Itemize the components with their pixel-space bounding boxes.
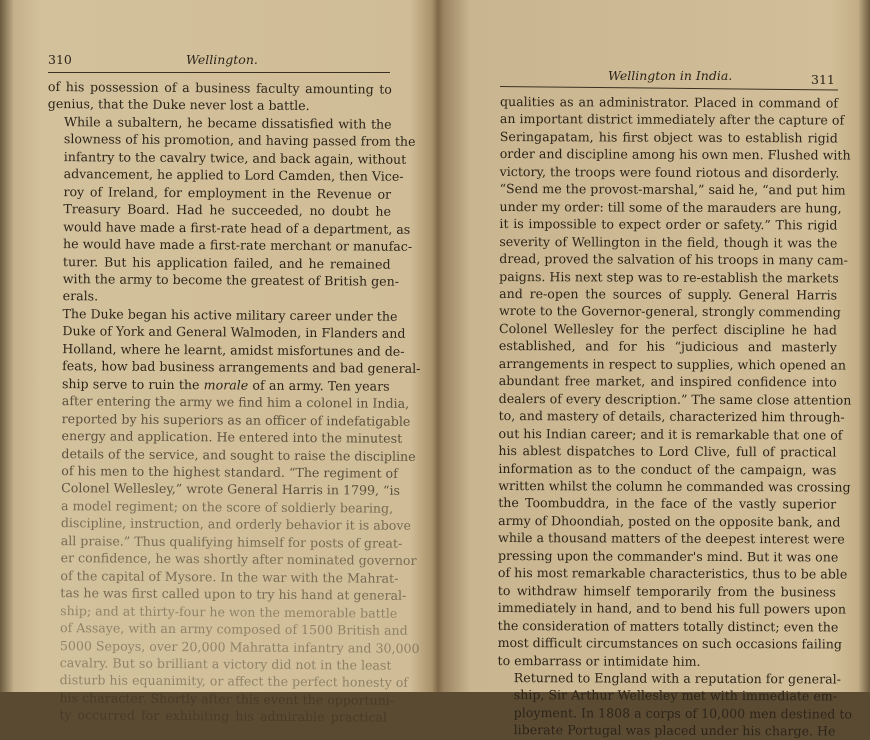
- page-number: 311: [811, 72, 835, 87]
- text-line: Seringapatam, his first object was to establish rigid: [499, 128, 838, 146]
- text-line: ployment. In 1808 a corps of 10,000 men destined to: [513, 704, 853, 722]
- header-rule: [48, 72, 390, 73]
- text-line: advancement, he applied to Lord Camden, then Vice-: [63, 166, 404, 185]
- text-line: established, and for his “judicious and masterly: [498, 338, 837, 355]
- text-line: feats, how bad business arrangements and bad general-: [62, 358, 421, 377]
- text-line: dread, proved the salvation of his troops in many cam-: [499, 251, 848, 268]
- text-line: his ablest dispatches to Lord Clive, full of practical: [498, 443, 837, 460]
- text-line: immediately in hand, and to bend his full powers upon: [497, 600, 847, 617]
- text-line: “Send me the provost-marshal,” said he, “and put him: [499, 181, 846, 198]
- right-page: [440, 0, 870, 739]
- paragraph: [497, 669, 853, 740]
- text-line: dealers of every description.” The same close attention: [498, 390, 852, 408]
- text-line: ship, Sir Arthur Wellesley met with immediate em-: [513, 687, 838, 704]
- text-line: the consideration of matters totally distinct; even the: [497, 617, 839, 635]
- text-line: energy and application. He entered into the minutest: [61, 428, 403, 446]
- left-page: [0, 0, 436, 725]
- running-title: Wellington.: [186, 52, 258, 67]
- text-line: While a subaltern, he became dissatisfied with the: [63, 114, 392, 132]
- paragraph: [43, 305, 421, 727]
- text-line: ship; and at thirty-four he won the memorable battle: [60, 602, 398, 621]
- text-line: to embarrass or intimidate him.: [497, 652, 701, 669]
- text-line: and re-open the sources of supply. General Harris: [499, 285, 838, 303]
- paragraph: [48, 78, 392, 116]
- text-line: arrangements in respect to supplies, which opened an: [498, 355, 847, 373]
- text-line: under my order: till some of the marauders are hung,: [499, 198, 842, 216]
- text-line: of his men to the highest standard. “The regiment of: [61, 463, 398, 481]
- text-line: ship serve to ruin the morale of an army. Ten years: [61, 375, 390, 394]
- text-line: slowness of his promotion, and having passed from the: [63, 131, 416, 150]
- text-line: qualities as an administrator. Placed in command of: [499, 93, 838, 111]
- text-line: pressing upon the commander's mind. But it was one: [497, 547, 839, 565]
- text-line: abundant free market, and inspired confidence into: [498, 373, 837, 390]
- text-line: an important district immediately after the capture of: [499, 111, 845, 128]
- text-line: Colonel Wellesley,” wrote General Harris in 1799, “is: [61, 480, 401, 499]
- body-text: [43, 78, 421, 726]
- text-line: roy of Ireland, for employment in the Revenue or: [63, 183, 392, 202]
- page-number: 310: [48, 52, 72, 67]
- text-line: Duke of York and General Walmoden, in Flanders and: [62, 323, 406, 342]
- text-line: would have made a first-rate head of a department, as: [63, 218, 411, 237]
- text-line: to withdraw himself temporarily from the business: [497, 582, 836, 600]
- text-line: order and discipline among his own men. Flushed with: [499, 146, 851, 163]
- header-rule: [500, 86, 838, 91]
- text-line: most difficult circumstances on such occasions failing: [497, 635, 843, 652]
- text-line: disturb his equanimity, or affect the perfect honesty of: [59, 672, 409, 691]
- text-line: while a thousand matters of the deepest interest were: [498, 530, 845, 547]
- text-line: tas he was first called upon to try his hand at general-: [60, 585, 407, 603]
- text-line: paigns. His next step was to re-establish the markets: [499, 268, 839, 286]
- paragraph: [46, 113, 416, 308]
- text-line: the Toombuddra, in the face of the vastly superior: [498, 495, 837, 512]
- text-line: discipline, instruction, and orderly behavior it is above: [60, 515, 412, 534]
- text-line: army of Dhoondiah, posted on the opposite bank, and: [498, 512, 841, 530]
- text-line: with the army to become the greatest of British gen-: [62, 271, 400, 289]
- text-line: he would have made a first-rate merchant or manufac-: [63, 236, 413, 254]
- text-line: of the capital of Mysore. In the war with the Mahrat-: [60, 567, 399, 586]
- running-title: Wellington in India.: [608, 68, 733, 83]
- text-line: written whilst the column he commanded was crossing: [498, 477, 851, 495]
- text-line: genius, that the Duke never lost a battle.: [47, 96, 310, 114]
- text-line: victory, the troops were found riotous and disorderly.: [499, 163, 840, 181]
- text-line: cavalry. But so brilliant a victory did not in the least: [59, 655, 392, 673]
- text-line: er confidence, he was shortly after nominated governor: [60, 550, 417, 569]
- text-line: Colonel Wellesley for the perfect discipline he had: [498, 320, 838, 338]
- text-line: of his most remarkable characteristics, thus to be able: [497, 565, 848, 582]
- text-line: wrote to the Governor-general, strongly commending: [499, 303, 841, 320]
- text-line: of Assaye, with an army composed of 1500 British and: [59, 620, 408, 638]
- text-line: erals.: [62, 288, 99, 304]
- text-line: Returned to England with a reputation for general-: [513, 670, 841, 687]
- text-line: severity of Wellington in the field, though it was the: [499, 233, 838, 251]
- text-line: Treasury Board. Had he succeeded, no doubt he: [63, 201, 392, 219]
- text-line: ty occurred for exhibiting his admirable practical: [59, 707, 388, 725]
- text-line: reported by his superiors as an officer of indefatigable: [61, 410, 411, 429]
- text-line: after entering the army we find him a colonel in India,: [61, 393, 410, 412]
- text-line: information as to the conduct of the campaign, was: [498, 460, 837, 477]
- paragraph: [497, 93, 852, 670]
- body-text: [497, 93, 853, 740]
- text-line: to, and mastery of details, characterized him through-: [498, 408, 845, 425]
- text-line: his character. Shortly after this event the opportuni-: [59, 689, 395, 708]
- text-line: a model regiment; on the score of soldierly bearing,: [60, 497, 394, 516]
- text-line: it is impossible to expect order or safety.” This rigid: [499, 216, 838, 233]
- text-line: 5000 Sepoys, over 20,000 Mahratta infantry and 30,000: [59, 637, 420, 656]
- text-line: of his possession of a business faculty amounting to: [47, 78, 392, 97]
- text-line: liberate Portugal was placed under his charge. He: [513, 722, 836, 739]
- text-line: turer. But his application failed, and he remained: [62, 253, 391, 272]
- text-line: Holland, where he learnt, amidst misfortunes and de-: [62, 340, 405, 359]
- text-line: details of the service, and sought to raise the discipline: [61, 445, 416, 464]
- text-line: The Duke began his active military career under the: [62, 306, 398, 324]
- text-line: infantry to the cavalry twice, and back again, without: [63, 148, 407, 167]
- text-line: out his Indian career; and it is remarkable that one of: [498, 425, 843, 443]
- text-line: all praise.” Thus qualifying himself for posts of great-: [60, 532, 403, 551]
